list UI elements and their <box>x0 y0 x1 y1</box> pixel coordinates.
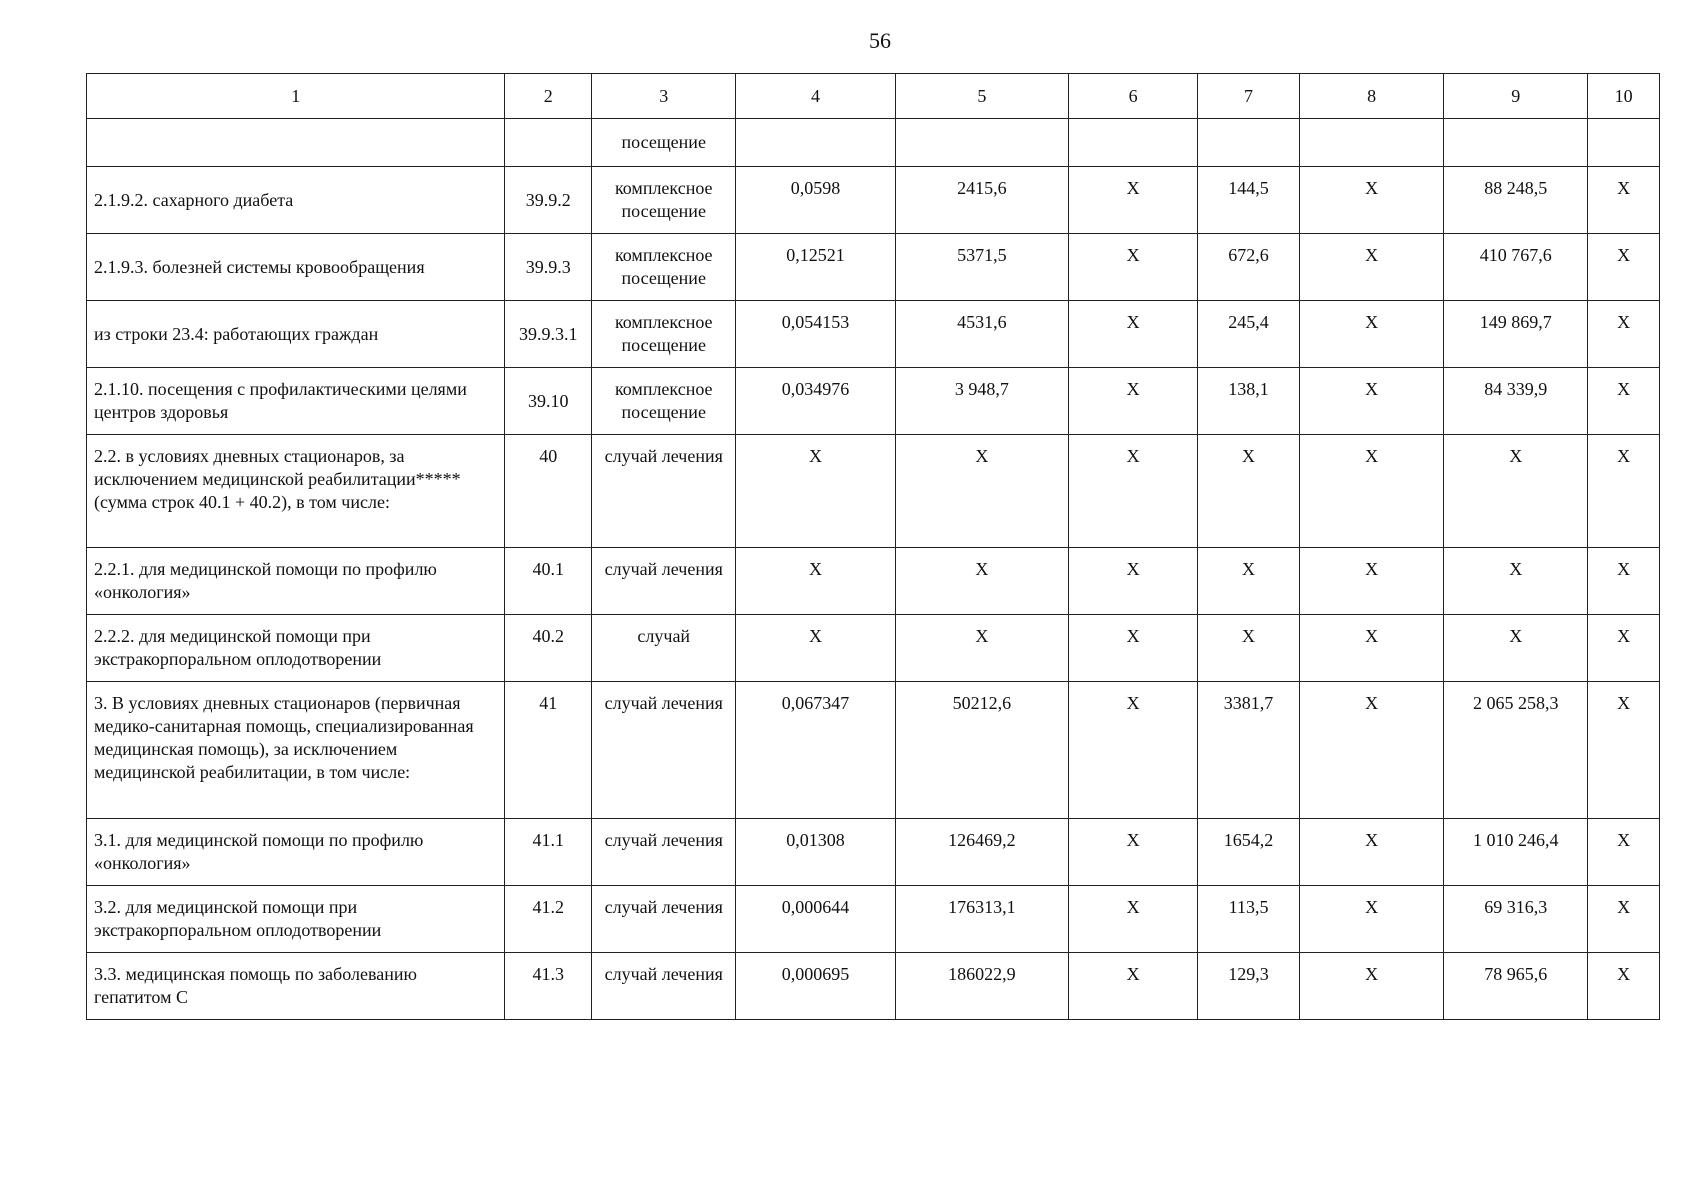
cell-col8: Х <box>1299 953 1443 1020</box>
cell-col6 <box>1069 119 1198 167</box>
cell-col9: 84 339,9 <box>1444 368 1588 435</box>
table-row <box>87 548 1660 615</box>
row-code: 41.1 <box>505 819 592 886</box>
table-row <box>87 301 1660 368</box>
table-row <box>87 167 1660 234</box>
cell-col9: 1 010 246,4 <box>1444 819 1588 886</box>
row-unit: посещение <box>592 119 736 167</box>
cell-col8: Х <box>1299 615 1443 682</box>
cell-col8: Х <box>1299 682 1443 819</box>
row-code: 41.3 <box>505 953 592 1020</box>
column-header: 2 <box>505 74 592 119</box>
cell-col9: 149 869,7 <box>1444 301 1588 368</box>
row-name: 2.1.9.3. болезней системы кровообращения <box>87 234 505 301</box>
column-header: 10 <box>1588 74 1660 119</box>
cell-col7: 144,5 <box>1198 167 1300 234</box>
cell-col10: Х <box>1588 234 1660 301</box>
cell-col4 <box>736 119 895 167</box>
row-unit: случай лечения <box>592 682 736 819</box>
column-header: 6 <box>1069 74 1198 119</box>
cell-col8 <box>1299 119 1443 167</box>
row-name: 2.2.1. для медицинской помощи по профилю «онкология» <box>87 548 505 615</box>
row-unit: случай лечения <box>592 886 736 953</box>
cell-col4: 0,067347 <box>736 682 895 819</box>
cell-col9 <box>1444 119 1588 167</box>
row-unit: случай лечения <box>592 819 736 886</box>
cell-col10: Х <box>1588 682 1660 819</box>
cell-col6: Х <box>1069 886 1198 953</box>
cell-col8: Х <box>1299 167 1443 234</box>
cell-col4: 0,01308 <box>736 819 895 886</box>
cell-col5: 176313,1 <box>895 886 1068 953</box>
cell-col5: 4531,6 <box>895 301 1068 368</box>
cell-col7: Х <box>1198 548 1300 615</box>
table-row <box>87 819 1660 886</box>
cell-col5: Х <box>895 435 1068 548</box>
table-row <box>87 234 1660 301</box>
row-name <box>87 119 505 167</box>
cell-col7: Х <box>1198 435 1300 548</box>
cell-col6: Х <box>1069 615 1198 682</box>
row-code: 39.9.2 <box>505 167 592 234</box>
cell-col4: 0,054153 <box>736 301 895 368</box>
cell-col4: 0,000695 <box>736 953 895 1020</box>
row-code: 39.9.3.1 <box>505 301 592 368</box>
cell-col9: 78 965,6 <box>1444 953 1588 1020</box>
row-code: 40 <box>505 435 592 548</box>
cell-col9: 88 248,5 <box>1444 167 1588 234</box>
cell-col8: Х <box>1299 819 1443 886</box>
table-row <box>87 368 1660 435</box>
cell-col7: 113,5 <box>1198 886 1300 953</box>
cell-col7: 3381,7 <box>1198 682 1300 819</box>
row-name: 2.1.10. посещения с профилактическими целями центров здоровья <box>87 368 505 435</box>
cell-col7 <box>1198 119 1300 167</box>
cell-col4: Х <box>736 615 895 682</box>
row-name: 2.1.9.2. сахарного диабета <box>87 167 505 234</box>
cell-col4: Х <box>736 435 895 548</box>
cell-col10: Х <box>1588 886 1660 953</box>
cell-col6: Х <box>1069 953 1198 1020</box>
cell-col6: Х <box>1069 548 1198 615</box>
cell-col7: 138,1 <box>1198 368 1300 435</box>
cell-col5: Х <box>895 615 1068 682</box>
cell-col6: Х <box>1069 167 1198 234</box>
row-name: 2.2.2. для медицинской помощи при экстракорпоральном оплодотворении <box>87 615 505 682</box>
cell-col10: Х <box>1588 435 1660 548</box>
row-unit: случай лечения <box>592 548 736 615</box>
row-code: 41.2 <box>505 886 592 953</box>
cell-col8: Х <box>1299 886 1443 953</box>
table-header-row <box>87 74 1660 119</box>
cell-col4: 0,034976 <box>736 368 895 435</box>
cell-col8: Х <box>1299 368 1443 435</box>
column-header: 8 <box>1299 74 1443 119</box>
column-header: 5 <box>895 74 1068 119</box>
table-row <box>87 435 1660 548</box>
cell-col4: Х <box>736 548 895 615</box>
row-name: 3.3. медицинская помощь по заболеванию гепатитом С <box>87 953 505 1020</box>
row-unit: случай лечения <box>592 953 736 1020</box>
cell-col6: Х <box>1069 234 1198 301</box>
row-unit: комплексное посещение <box>592 167 736 234</box>
row-name: из строки 23.4: работающих граждан <box>87 301 505 368</box>
cell-col5: 50212,6 <box>895 682 1068 819</box>
column-header: 4 <box>736 74 895 119</box>
cell-col7: 1654,2 <box>1198 819 1300 886</box>
cell-col6: Х <box>1069 368 1198 435</box>
cell-col5: 2415,6 <box>895 167 1068 234</box>
cell-col5: 3 948,7 <box>895 368 1068 435</box>
cell-col5 <box>895 119 1068 167</box>
cell-col6: Х <box>1069 435 1198 548</box>
cell-col10: Х <box>1588 167 1660 234</box>
table-row <box>87 615 1660 682</box>
row-code: 39.9.3 <box>505 234 592 301</box>
cell-col4: 0,12521 <box>736 234 895 301</box>
cell-col7: Х <box>1198 615 1300 682</box>
cell-col9: Х <box>1444 435 1588 548</box>
cell-col10: Х <box>1588 548 1660 615</box>
column-header: 7 <box>1198 74 1300 119</box>
row-unit: комплексное посещение <box>592 301 736 368</box>
data-table <box>86 73 1660 1020</box>
cell-col5: 186022,9 <box>895 953 1068 1020</box>
cell-col5: 126469,2 <box>895 819 1068 886</box>
cell-col9: 69 316,3 <box>1444 886 1588 953</box>
row-code: 40.2 <box>505 615 592 682</box>
cell-col10: Х <box>1588 819 1660 886</box>
table-row <box>87 682 1660 819</box>
row-code: 41 <box>505 682 592 819</box>
cell-col9: Х <box>1444 615 1588 682</box>
column-header: 3 <box>592 74 736 119</box>
cell-col4: 0,000644 <box>736 886 895 953</box>
cell-col8: Х <box>1299 234 1443 301</box>
cell-col7: 245,4 <box>1198 301 1300 368</box>
row-unit: случай лечения <box>592 435 736 548</box>
row-code: 39.10 <box>505 368 592 435</box>
cell-col9: 2 065 258,3 <box>1444 682 1588 819</box>
cell-col10: Х <box>1588 953 1660 1020</box>
row-unit: комплексное посещение <box>592 234 736 301</box>
cell-col10 <box>1588 119 1660 167</box>
cell-col10: Х <box>1588 301 1660 368</box>
cell-col10: Х <box>1588 615 1660 682</box>
table-row <box>87 953 1660 1020</box>
cell-col7: 672,6 <box>1198 234 1300 301</box>
cell-col8: Х <box>1299 301 1443 368</box>
row-code: 40.1 <box>505 548 592 615</box>
cell-col4: 0,0598 <box>736 167 895 234</box>
cell-col7: 129,3 <box>1198 953 1300 1020</box>
table-row <box>87 886 1660 953</box>
cell-col5: 5371,5 <box>895 234 1068 301</box>
cell-col6: Х <box>1069 819 1198 886</box>
row-unit: комплексное посещение <box>592 368 736 435</box>
row-name: 3. В условиях дневных стационаров (первичная медико-санитарная помощь, специализированная медицинская помощь), за исключением медицинской реабилитации, в том числе: <box>87 682 505 819</box>
cell-col5: Х <box>895 548 1068 615</box>
cell-col9: Х <box>1444 548 1588 615</box>
column-header: 1 <box>87 74 505 119</box>
cell-col9: 410 767,6 <box>1444 234 1588 301</box>
cell-col8: Х <box>1299 435 1443 548</box>
cell-col6: Х <box>1069 682 1198 819</box>
column-header: 9 <box>1444 74 1588 119</box>
row-name: 3.2. для медицинской помощи при экстракорпоральном оплодотворении <box>87 886 505 953</box>
row-name: 2.2. в условиях дневных стационаров, за исключением медицинской реабилитации***** (сумма строк 40.1 + 40.2), в том числе: <box>87 435 505 548</box>
table-row <box>87 119 1660 167</box>
page-number: 56 <box>869 28 891 53</box>
cell-col8: Х <box>1299 548 1443 615</box>
row-code <box>505 119 592 167</box>
row-unit: случай <box>592 615 736 682</box>
cell-col10: Х <box>1588 368 1660 435</box>
cell-col6: Х <box>1069 301 1198 368</box>
row-name: 3.1. для медицинской помощи по профилю «онкология» <box>87 819 505 886</box>
